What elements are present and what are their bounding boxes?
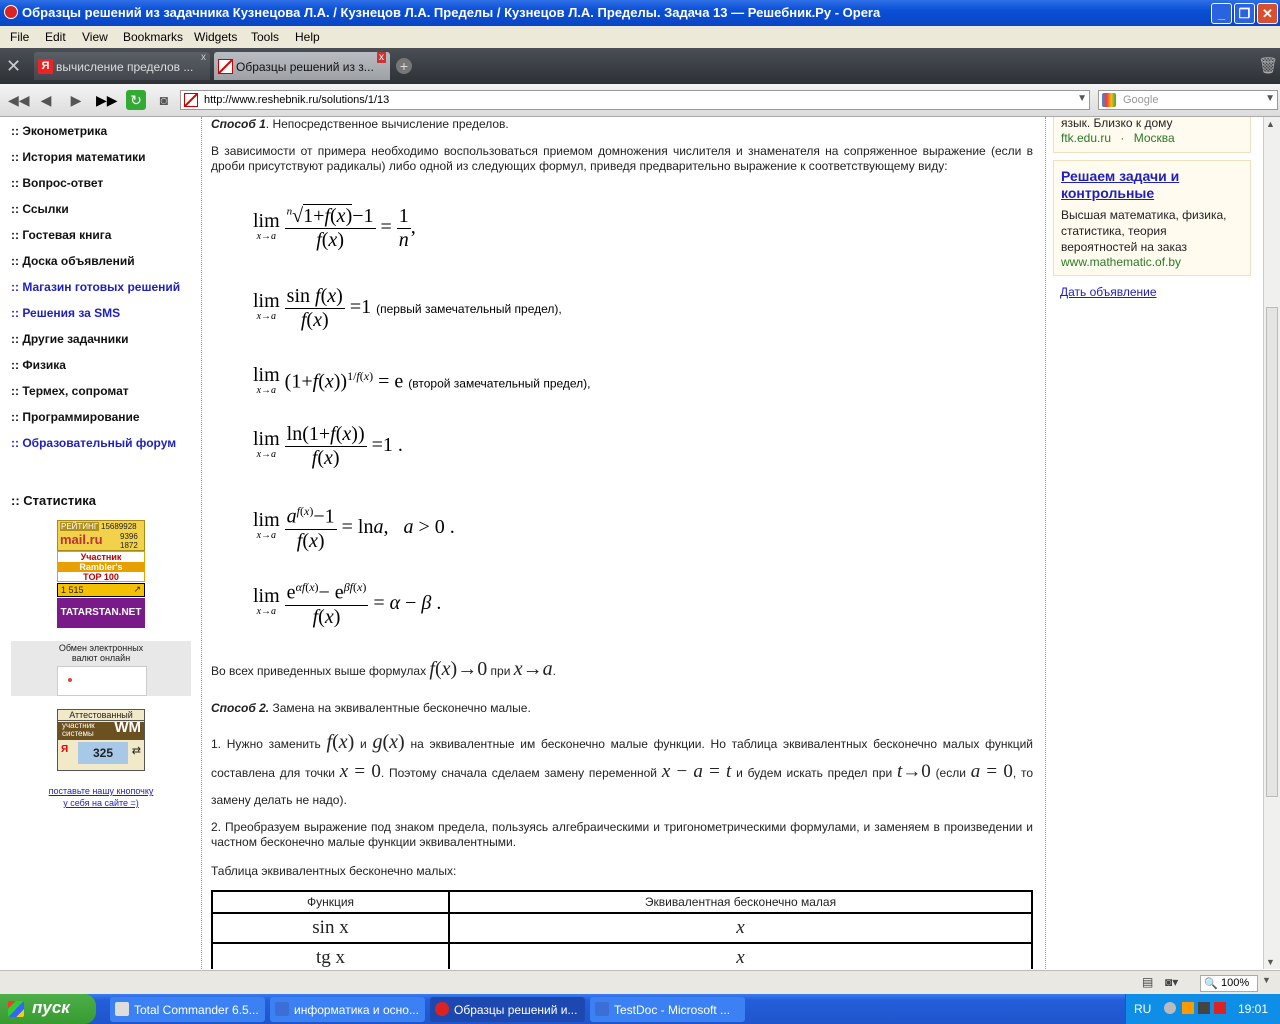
sidebar-item-links[interactable]: :: Ссылки	[11, 202, 69, 216]
wm-line: участник	[62, 721, 95, 730]
exchange-line: валют онлайн	[71, 653, 131, 663]
wm-band	[58, 719, 144, 740]
top-counter[interactable]	[57, 583, 145, 597]
lim-text: lim	[253, 209, 280, 232]
tab-1[interactable]	[34, 52, 210, 80]
taskbar	[0, 994, 1280, 1024]
rambler-line: Участник	[80, 552, 122, 562]
url-text: http://www.reshebnik.ru/solutions/1/13	[204, 94, 390, 106]
menu-help[interactable]: Help	[295, 30, 320, 44]
tab-label: вычисление пределов ...	[56, 60, 194, 74]
start-button[interactable]	[0, 994, 96, 1024]
status-bar	[0, 970, 1280, 995]
address-bar[interactable]	[180, 90, 1090, 110]
panels-icon[interactable]: ▤	[1142, 975, 1154, 989]
method1-title: Способ 1	[211, 117, 266, 131]
sidebar-item-econometrics[interactable]: :: Эконометрика	[11, 124, 108, 138]
rewind-icon[interactable]: ◀◀	[8, 92, 30, 108]
method1-text: . Непосредственное вычисление пределов.	[265, 117, 509, 131]
menu-view[interactable]: View	[82, 30, 108, 44]
menu-file[interactable]: File	[10, 30, 30, 44]
table-cell: x	[449, 913, 1032, 943]
formula-4: lim x→a $\frac{\ln(1+f(x))}{f(x)}$ =1 .	[253, 423, 403, 469]
table-cell: x	[449, 943, 1032, 969]
system-tray	[1125, 994, 1280, 1024]
window-title: Образцы решений из задачника Кузнецова Л.А. / Кузнецов Л.А. Пределы / Кузнецов Л.А. Пределы. Задача 13 — Решебник.Ру - Opera	[22, 5, 881, 20]
left-divider	[201, 117, 203, 969]
ad-separator: ·	[1120, 131, 1125, 145]
rambler-counter[interactable]	[57, 551, 145, 582]
link-line: поставьте нашу кнопочку	[48, 786, 154, 796]
new-tab-icon[interactable]: +	[396, 58, 412, 74]
wm-number: 325	[78, 742, 128, 764]
taskbar-item-label: TestDoc - Microsoft ...	[614, 1003, 731, 1017]
taskbar-item-testdoc[interactable]	[590, 997, 745, 1022]
sidebar-item-physics[interactable]: :: Физика	[11, 358, 66, 372]
zoom-dropdown-icon[interactable]: ▼	[1262, 975, 1271, 985]
opera-icon	[4, 5, 18, 19]
refresh-icon: ⇄	[131, 745, 141, 757]
counter-rating-label: РЕЙТИНГ	[61, 522, 99, 531]
ad-top-text: язык. Близко к дому	[1061, 116, 1173, 130]
ad-city: Москва	[1133, 131, 1175, 145]
rambler-line: Rambler's	[58, 562, 144, 572]
pri-text: при	[490, 664, 511, 678]
conditions-paragraph: Во всех приведенных выше формулах f(x)→0 при x→a.	[211, 658, 556, 680]
step1-text: . Поэтому сначала сделаем замену переменной	[380, 766, 658, 780]
trash-icon[interactable]: 🗑	[1258, 58, 1279, 75]
right-column	[1053, 117, 1253, 969]
formula-5: lim x→a $\frac{a^{f(x)}-1}{f(x)}$ = lna, a > 0 .	[253, 504, 455, 552]
network-icon[interactable]	[1164, 1002, 1176, 1014]
total-commander-icon	[115, 1002, 129, 1016]
wm-logo: WM	[114, 719, 141, 736]
counter-value: 9396	[120, 532, 138, 541]
forward-icon[interactable]: ▶	[70, 92, 82, 108]
table-title: Таблица эквивалентных бесконечно малых:	[211, 864, 457, 878]
sidebar-item-qa[interactable]: :: Вопрос-ответ	[11, 176, 104, 190]
google-icon	[1102, 93, 1116, 107]
taskbar-item-opera[interactable]	[430, 997, 585, 1022]
tab-label: Образцы решений из з...	[236, 60, 374, 74]
reload-icon[interactable]: ↻	[126, 90, 146, 110]
equivalents-table	[211, 890, 1033, 969]
arrow-icon: ↗	[133, 584, 141, 594]
method2-text: Замена на эквивалентные бесконечно малые.	[272, 701, 531, 715]
link-line: у себя на сайте =)	[63, 798, 139, 808]
rambler-line: TOP 100	[83, 572, 119, 582]
search-box[interactable]	[1098, 90, 1278, 110]
table-row	[212, 913, 1032, 943]
menu-tools[interactable]: Tools	[251, 30, 280, 44]
word-icon	[275, 1002, 289, 1016]
tab-close-icon[interactable]: x	[201, 52, 206, 63]
maximize-button[interactable]: ❐	[1234, 3, 1255, 24]
table-cell: tg x	[212, 943, 449, 969]
windows-logo-icon	[8, 1001, 24, 1017]
tatarstan-counter[interactable]: TATARSTAN.NET	[57, 598, 145, 628]
fast-forward-icon[interactable]: ▶▶	[96, 92, 118, 108]
reshebnik-favicon	[218, 59, 233, 74]
table-cell: sin x	[212, 913, 449, 943]
step1-text: и будем искать предел при	[736, 766, 893, 780]
app-tray-icon[interactable]	[1198, 1002, 1210, 1014]
antivirus-icon[interactable]	[1214, 1002, 1226, 1014]
exchange-banner[interactable]	[11, 641, 191, 696]
site-favicon	[184, 93, 198, 107]
scroll-down-icon[interactable]: ▼	[1266, 957, 1275, 967]
word-icon	[595, 1002, 609, 1016]
sidebar-item-programming[interactable]: :: Программирование	[11, 410, 140, 424]
sidebar-item-guestbook[interactable]: :: Гостевая книга	[11, 228, 112, 242]
lim-text: lim	[253, 364, 280, 386]
taskbar-item-total-commander[interactable]	[110, 997, 265, 1022]
wm-line: Аттестованный	[58, 710, 144, 721]
lim-text: lim	[253, 585, 280, 608]
lim-subscript: x→a	[256, 230, 277, 242]
start-label: пуск	[32, 998, 70, 1017]
wm-line: системы	[62, 729, 94, 738]
webmoney-badge[interactable]	[57, 709, 145, 771]
step1-text: функций составлена для точки	[211, 737, 1033, 780]
ad-box[interactable]	[1053, 160, 1251, 276]
lim-subscript: x→a	[256, 448, 277, 460]
step2-paragraph: 2. Преобразуем выражение под знаком предела, пользуясь алгебраическими и тригонометрическими формулами, и заменяем в произведении и частном бесконечно малые функции эквивалентными.	[211, 820, 1033, 849]
main-content	[211, 117, 1033, 969]
exchange-image	[57, 666, 147, 696]
lim-text: lim	[253, 427, 280, 450]
opera-icon	[435, 1002, 449, 1016]
ad-text: Высшая математика, физика, статистика, теория вероятностей на заказ	[1061, 208, 1227, 254]
camera-icon[interactable]: ◙	[159, 92, 169, 108]
lim-subscript: x→a	[256, 606, 277, 618]
menu-widgets[interactable]: Widgets	[194, 30, 238, 44]
table-header: Функция	[212, 891, 449, 913]
ad-title-link[interactable]: Решаем задачи и контрольные	[1061, 168, 1180, 201]
lim-subscript: x→a	[256, 530, 277, 542]
tab-2[interactable]	[214, 52, 390, 80]
yandex-icon: Я	[38, 59, 53, 74]
taskbar-item-label: информатика и осно...	[294, 1003, 419, 1017]
sidebar-item-other-books[interactable]: :: Другие задачники	[11, 332, 129, 346]
mailru-counter[interactable]	[57, 520, 145, 551]
sidebar-item-mechanics[interactable]: :: Термех, сопромат	[11, 384, 129, 398]
step1-paragraph: 1. Нужно заменить f(x) и g(x) на эквивалентные им бесконечно малые функции. Но таблица эквивалентных бесконечно малых функций составлена для точки x = 0. Поэтому сначала сделаем замену переменной x − a = t и будем искать предел при t→0 (если a = 0, то замену делать не надо).	[211, 731, 1033, 807]
zoom-control[interactable]	[1200, 975, 1258, 992]
tab-bar	[0, 48, 1280, 84]
menu-bookmarks[interactable]: Bookmarks	[123, 30, 184, 44]
note-first-limit: (первый замечательный предел),	[376, 302, 562, 317]
scroll-thumb[interactable]	[1266, 307, 1278, 797]
conditions-text: Во всех приведенных выше формулах	[211, 664, 427, 678]
right-divider	[1045, 117, 1047, 969]
lim-text: lim	[253, 289, 280, 312]
exchange-line: Обмен электронных	[58, 643, 144, 653]
formula-1: lim x→a $\frac{^n√1+f(x)-1}{f(x)}$ = $\frac{1}{n}$ ,	[253, 205, 416, 251]
step1-text: на эквивалентные им бесконечно малые функции. Но таблица эквивалентных бесконечно малых	[410, 737, 980, 751]
sidebar-item-sms[interactable]: :: Решения за SMS	[11, 306, 121, 320]
statistics-heading: :: Статистика	[11, 493, 96, 508]
window-titlebar	[0, 0, 1280, 26]
search-placeholder: Google	[1123, 94, 1159, 106]
ad-box-top[interactable]	[1053, 117, 1251, 153]
close-button[interactable]: ✕	[1257, 3, 1278, 24]
method2-title: Способ 2.	[211, 701, 270, 715]
zoom-level: 100%	[1221, 977, 1250, 989]
ad-domain: ftk.edu.ru	[1061, 131, 1112, 145]
ad-top-line	[1061, 131, 1175, 145]
step1-text: (если	[935, 766, 966, 780]
language-indicator[interactable]: RU	[1134, 1002, 1152, 1016]
table-header-row	[212, 891, 1032, 913]
give-ad-link[interactable]: Дать объявление	[1060, 285, 1157, 299]
note-second-limit: (второй замечательный предел),	[408, 376, 591, 391]
sidebar-item-math-history[interactable]: :: История математики	[11, 150, 146, 164]
method1-heading	[211, 117, 1033, 132]
formula-2: lim x→a $\frac{\text{sin f(x)}}{f(x)}$ =1 (первый замечательный предел),	[253, 285, 562, 331]
taskbar-item-label: Образцы решений и...	[454, 1003, 578, 1017]
formula-3: lim x→a $(1+f(x))^{1/f(x)} = e$ (второй замечательный предел),	[253, 367, 591, 399]
lim-subscript: x→a	[256, 310, 277, 322]
minimize-button[interactable]: _	[1211, 3, 1232, 24]
step1-text: 1. Нужно заменить	[211, 737, 321, 751]
counter-value: 1872	[120, 541, 138, 550]
method2-heading	[211, 701, 1033, 716]
our-button-link[interactable]	[11, 785, 191, 809]
menu-bar	[0, 26, 1280, 48]
table-header: Эквивалентная бесконечно малая	[449, 891, 1032, 913]
navigation-bar	[0, 84, 1280, 117]
ad-url[interactable]: www.mathematic.of.by	[1061, 255, 1182, 269]
sidebar-item-forum[interactable]: :: Образовательный форум	[11, 436, 177, 450]
tools-icon[interactable]: ✕	[6, 56, 22, 76]
step1-text: , то замену делать не надо).	[211, 766, 1033, 807]
zoom-icon: 🔍	[1204, 978, 1218, 990]
media-icon[interactable]	[1182, 1002, 1194, 1014]
counter-value: 1 515	[61, 585, 84, 595]
counter-value: 15689928	[101, 522, 137, 531]
sidebar-item-board[interactable]: :: Доска объявлений	[11, 254, 135, 268]
yandex-icon: Я	[61, 744, 69, 755]
table-row	[212, 943, 1032, 969]
lim-subscript: x→a	[256, 385, 277, 396]
image-options-icon[interactable]: ◙▾	[1165, 975, 1179, 989]
vertical-scrollbar[interactable]	[1263, 117, 1280, 969]
clock: 19:01	[1238, 1002, 1269, 1016]
address-dropdown-icon[interactable]: ▼	[1077, 93, 1087, 104]
back-icon[interactable]: ◀	[40, 92, 52, 108]
step1-text: и	[360, 737, 367, 751]
taskbar-item-word-doc[interactable]	[270, 997, 425, 1022]
search-dropdown-icon[interactable]: ▼	[1265, 93, 1275, 104]
mailru-logo: mail.ru	[60, 532, 103, 547]
sidebar-item-shop[interactable]: :: Магазин готовых решений	[11, 280, 181, 294]
tab-close-icon[interactable]: x	[379, 52, 384, 63]
lim-text: lim	[253, 509, 280, 532]
dot-icon	[68, 678, 72, 682]
taskbar-item-label: Total Commander 6.5...	[134, 1003, 259, 1017]
scroll-up-icon[interactable]: ▲	[1266, 119, 1275, 129]
intro-paragraph: В зависимости от примера необходимо воспользоваться приемом домножения числителя и знаменателя на сопряженное выражение (если в дроби присутствуют радикалы) либо одной из следующих формул, приведя предварительно выражение к соответствующему виду:	[211, 144, 1033, 173]
left-sidebar	[0, 117, 201, 969]
formula-6: lim x→a $\frac{e^{\alpha f(x)}- e^{\beta f(x)}}{f(x)}$ = α − β .	[253, 580, 442, 628]
menu-edit[interactable]: Edit	[45, 30, 66, 44]
